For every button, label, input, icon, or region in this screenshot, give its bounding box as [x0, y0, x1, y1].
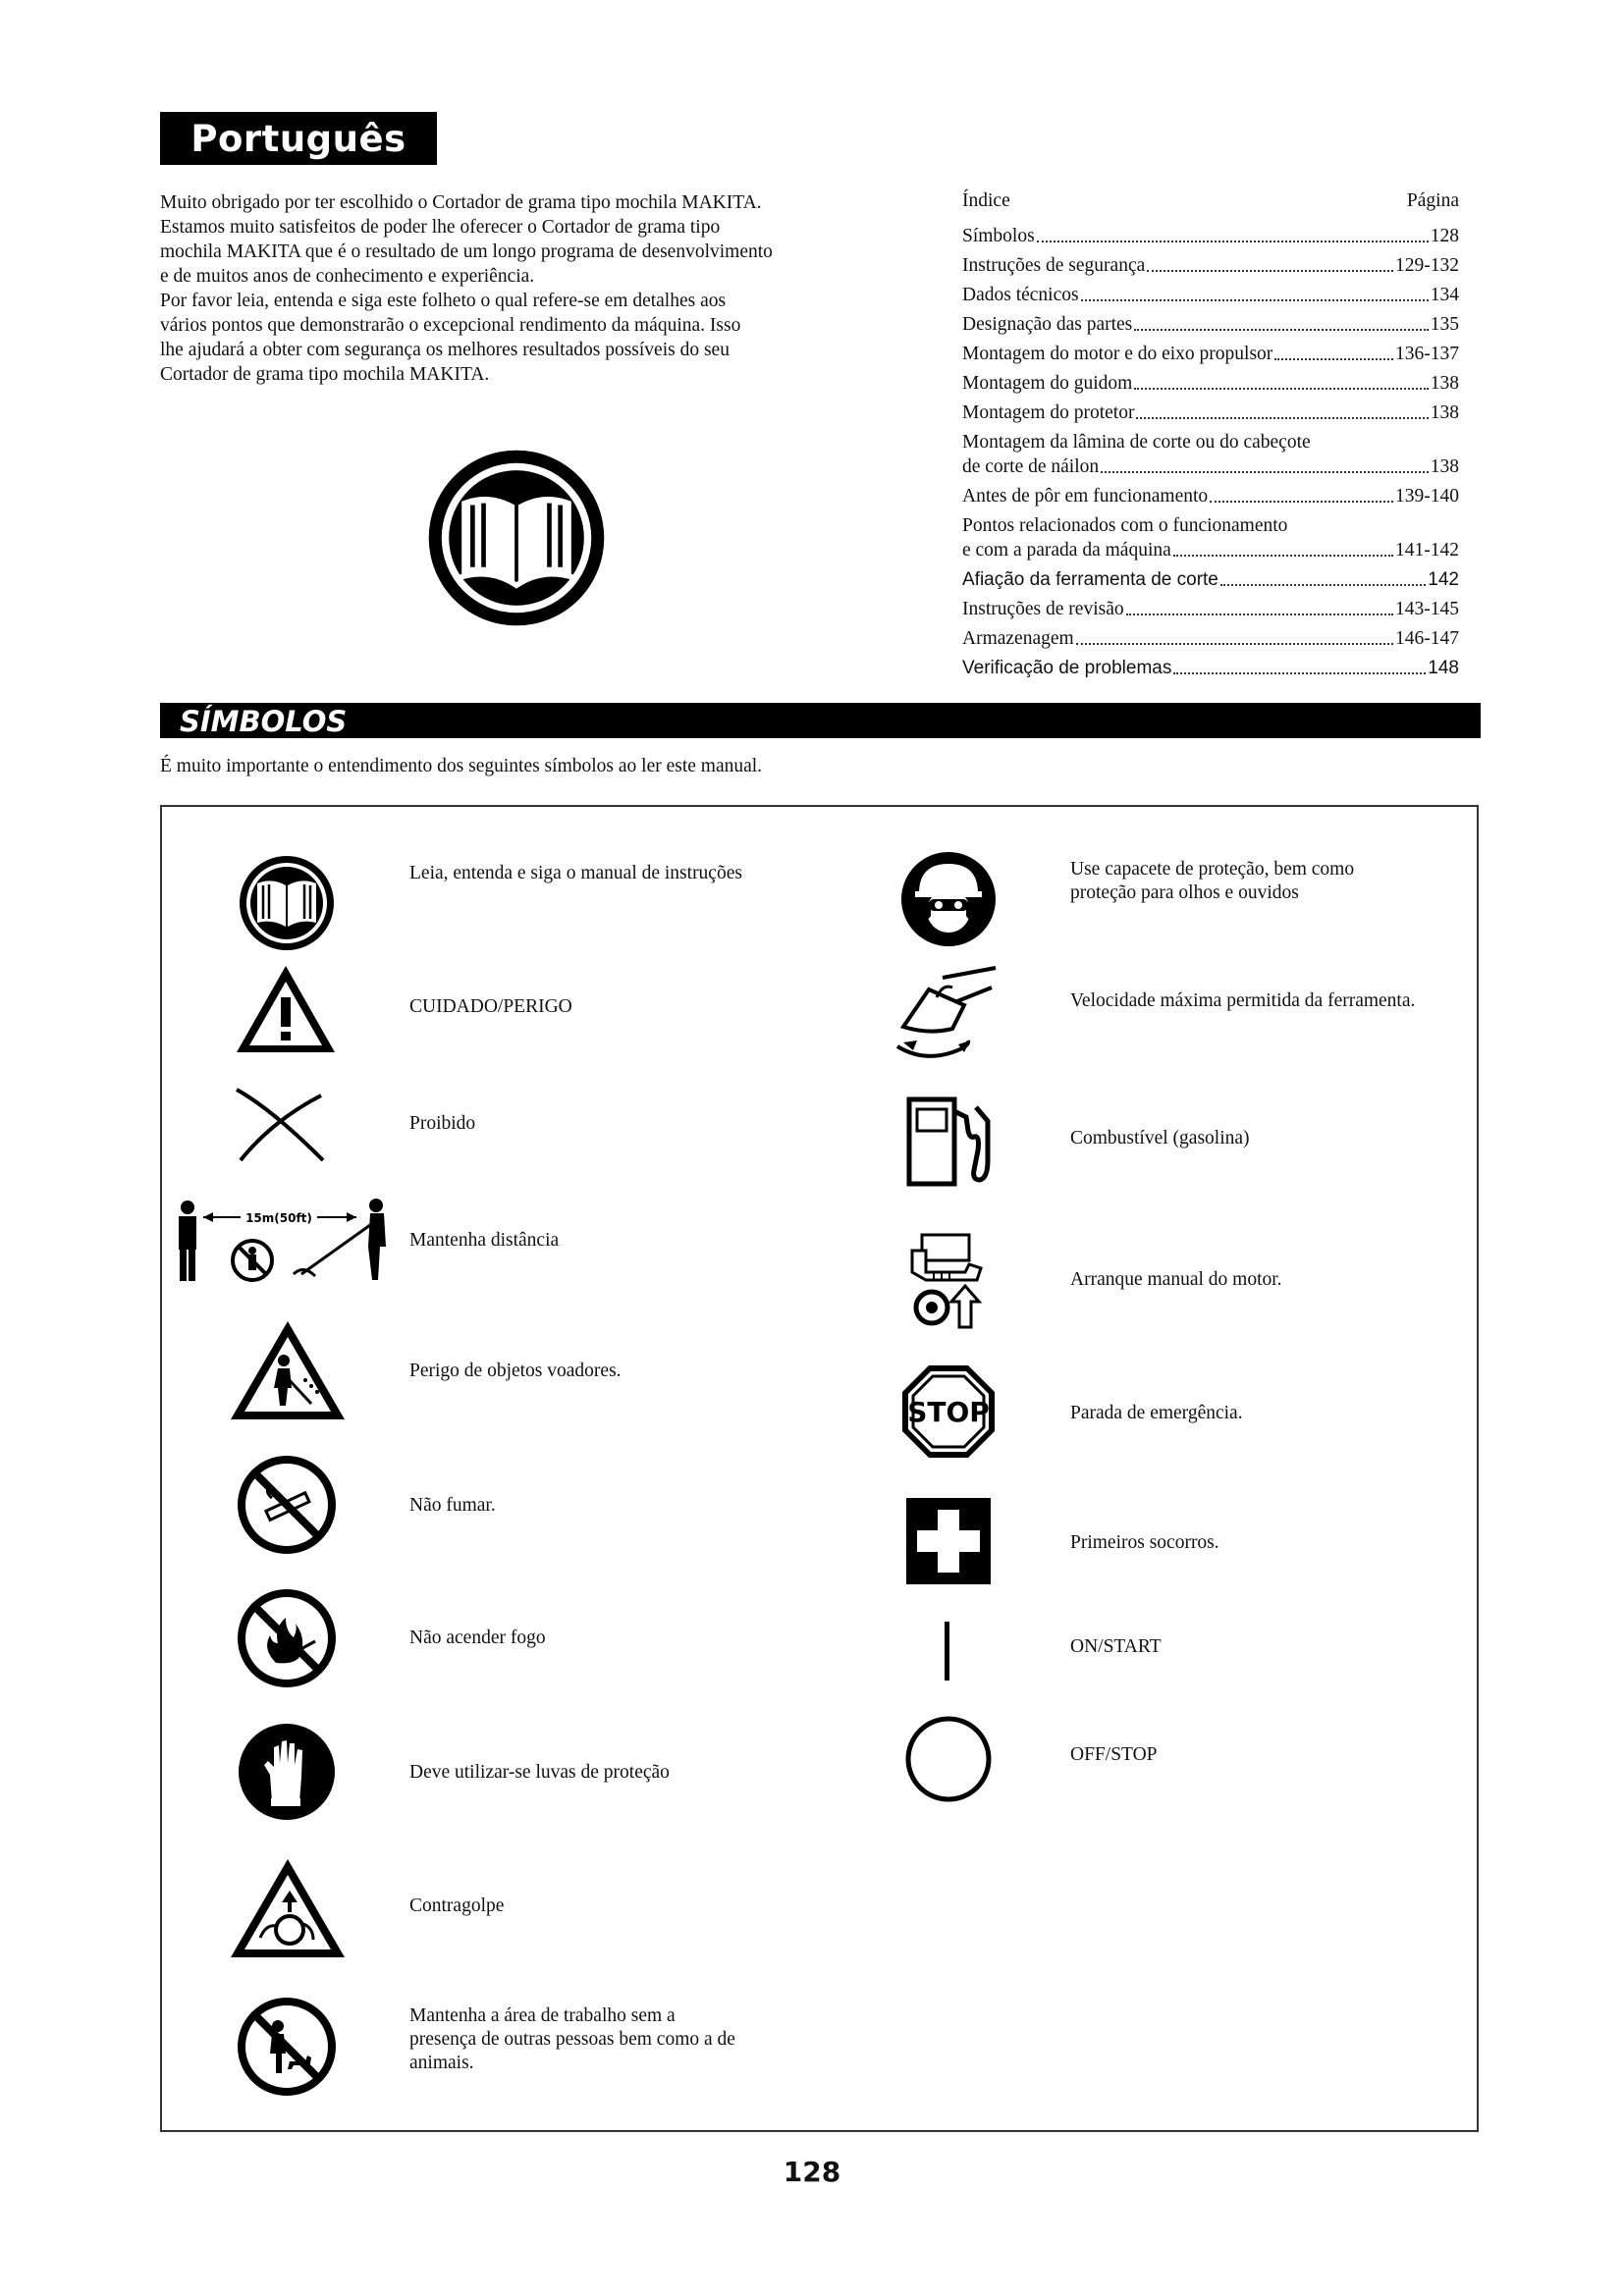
- kickback-icon: [227, 1855, 349, 1961]
- protective-gloves-icon: [237, 1722, 337, 1822]
- language-banner: Português: [160, 112, 437, 165]
- toc-entry[interactable]: [962, 597, 1459, 621]
- no-open-fire-icon: [237, 1588, 337, 1688]
- toc-entry[interactable]: [962, 484, 1459, 508]
- toc-entry[interactable]: [962, 567, 1459, 592]
- off-stop-icon: [903, 1714, 994, 1804]
- toc-dots: [1173, 555, 1393, 557]
- toc-title: Montagem do motor e do eixo propulsor: [962, 344, 1273, 364]
- intro-line: Estamos muito satisfeitos de poder lhe oferecer o Cortador de grama tipo: [160, 217, 721, 238]
- prohibited-cross-icon: [233, 1082, 327, 1166]
- intro-line: Por favor leia, entenda e siga este folheto o qual refere-se em detalhes aos: [160, 291, 727, 311]
- intro-line: lhe ajudará a obter com segurança os melhores resultados possíveis do seu: [160, 340, 730, 360]
- toc-page: 129-132: [1395, 255, 1459, 276]
- symbols-section-bar: [160, 703, 1481, 738]
- symbols-intro: É muito importante o entendimento dos seguintes símbolos ao ler este manual.: [160, 756, 763, 776]
- manual-start-icon: [908, 1229, 989, 1331]
- toc-entry[interactable]: [962, 430, 1459, 479]
- toc-title: Antes de pôr em funcionamento: [962, 486, 1209, 507]
- toc-title: Designação das partes: [962, 314, 1133, 335]
- toc-page: 148: [1428, 658, 1459, 678]
- toc-page: 138: [1430, 402, 1459, 423]
- toc-page: 142: [1428, 569, 1459, 590]
- symbol-label: Combustível (gasolina): [1070, 1128, 1250, 1148]
- toc-title: de corte de náilon: [962, 456, 1100, 477]
- symbol-label: Contragolpe: [409, 1896, 505, 1916]
- toc-dots: [1076, 643, 1393, 645]
- intro-line: vários pontos que demonstrarão o excepcional rendimento da máquina. Isso: [160, 315, 741, 336]
- flying-objects-icon: [227, 1317, 349, 1423]
- toc-entry[interactable]: [962, 283, 1459, 307]
- toc-page: 143-145: [1395, 599, 1459, 619]
- fuel-pump-icon: [905, 1092, 994, 1188]
- toc-page: 135: [1430, 314, 1459, 335]
- symbol-label: Arranque manual do motor.: [1070, 1269, 1282, 1290]
- intro-line: Cortador de grama tipo mochila MAKITA.: [160, 364, 490, 385]
- helmet-goggles-earmuffs-icon: [899, 850, 998, 948]
- symbol-label: CUIDADO/PERIGO: [409, 996, 572, 1017]
- toc-page: 134: [1430, 285, 1459, 305]
- symbol-label: Use capacete de proteção, bem como proteção para olhos e ouvidos: [1070, 859, 1355, 903]
- toc-page: 146-147: [1395, 628, 1459, 649]
- symbol-label: Proibido: [409, 1113, 476, 1134]
- intro-line: Muito obrigado por ter escolhido o Cortador de grama tipo mochila MAKITA.: [160, 192, 762, 213]
- toc-title: Montagem do guidom: [962, 373, 1133, 394]
- symbol-label: Não fumar.: [409, 1495, 496, 1516]
- toc-title: Instruções de revisão: [962, 599, 1124, 619]
- toc-entry[interactable]: [962, 371, 1459, 396]
- toc-dots: [1081, 299, 1429, 301]
- on-start-icon: [943, 1622, 952, 1681]
- toc-entry[interactable]: [962, 626, 1459, 651]
- toc-dots: [1210, 501, 1393, 503]
- toc-entry[interactable]: [962, 312, 1459, 337]
- toc-page: 138: [1430, 456, 1459, 477]
- keep-area-clear-icon: [237, 1997, 337, 2097]
- toc-dots: [1037, 240, 1429, 242]
- symbols-section-title: SÍMBOLOS: [180, 705, 348, 738]
- toc-title-line1: Montagem da lâmina de corte ou do cabeçote: [962, 432, 1311, 453]
- toc-title: Montagem do protetor: [962, 402, 1135, 423]
- intro-line: e de muitos anos de conhecimento e experiência.: [160, 266, 535, 287]
- toc-entry[interactable]: [962, 513, 1459, 562]
- symbol-label: Não acender fogo: [409, 1628, 546, 1648]
- toc-title: Dados técnicos: [962, 285, 1079, 305]
- intro-text: [160, 190, 847, 387]
- symbol-label: Primeiros socorros.: [1070, 1532, 1219, 1553]
- toc-dots: [1136, 417, 1428, 419]
- symbol-label: Leia, entenda e siga o manual de instruções: [409, 863, 742, 883]
- table-of-contents: [962, 190, 1459, 685]
- first-aid-icon: [904, 1496, 993, 1586]
- toc-dots: [1126, 614, 1393, 615]
- toc-dots: [1220, 584, 1426, 586]
- toc-page: 139-140: [1395, 486, 1459, 507]
- toc-title-line1: Pontos relacionados com o funcionamento: [962, 515, 1288, 536]
- intro-line: mochila MAKITA que é o resultado de um longo programa de desenvolvimento: [160, 241, 773, 262]
- toc-title: Símbolos: [962, 226, 1035, 246]
- toc-title: Afiação da ferramenta de corte: [962, 569, 1218, 590]
- symbol-label: Deve utilizar-se luvas de proteção: [409, 1762, 670, 1783]
- toc-page: 141-142: [1395, 540, 1459, 561]
- toc-title: Verificação de problemas: [962, 658, 1172, 678]
- toc-entry[interactable]: [962, 253, 1459, 278]
- book-icon: [425, 447, 608, 629]
- toc-title: Armazenagem: [962, 628, 1074, 649]
- symbol-label: Mantenha a área de trabalho sem a presença de outras pessoas bem como a de animais.: [409, 2005, 735, 2073]
- toc-dots: [1173, 672, 1426, 674]
- symbol-label: Mantenha distância: [409, 1230, 560, 1251]
- toc-entry[interactable]: [962, 342, 1459, 366]
- no-smoking-icon: [237, 1455, 337, 1555]
- symbol-label: Parada de emergência.: [1070, 1403, 1243, 1423]
- toc-page: 138: [1430, 373, 1459, 394]
- toc-index-label: Índice: [962, 190, 1010, 211]
- warning-triangle-icon: [233, 962, 339, 1056]
- toc-dots: [1101, 471, 1429, 473]
- toc-dots: [1147, 270, 1393, 272]
- toc-title: e com a parada da máquina: [962, 540, 1171, 561]
- book-icon: [238, 854, 336, 952]
- symbols-box: [160, 805, 1479, 2132]
- toc-entry[interactable]: [962, 656, 1459, 680]
- toc-entry[interactable]: [962, 224, 1459, 248]
- stop-sign-icon: [899, 1362, 998, 1461]
- toc-page: 136-137: [1395, 344, 1459, 364]
- page-number: 128: [783, 2156, 841, 2188]
- toc-page: 128: [1430, 226, 1459, 246]
- toc-entry[interactable]: [962, 400, 1459, 425]
- toc-dots: [1134, 329, 1428, 331]
- toc-dots: [1274, 358, 1393, 360]
- distance-text: 15m(50ft): [245, 1211, 312, 1225]
- keep-distance-icon: [174, 1196, 400, 1286]
- symbol-label: Velocidade máxima permitida da ferramenta.: [1070, 990, 1416, 1011]
- toc-dots: [1134, 388, 1428, 390]
- toc-title: Instruções de segurança: [962, 255, 1146, 276]
- toc-page-label: Página: [1406, 190, 1459, 211]
- symbol-label: ON/START: [1070, 1636, 1162, 1657]
- symbol-label: Perigo de objetos voadores.: [409, 1361, 622, 1381]
- stop-text: STOP: [907, 1396, 990, 1428]
- max-tool-speed-icon: [893, 964, 1003, 1070]
- symbol-label: OFF/STOP: [1070, 1744, 1158, 1765]
